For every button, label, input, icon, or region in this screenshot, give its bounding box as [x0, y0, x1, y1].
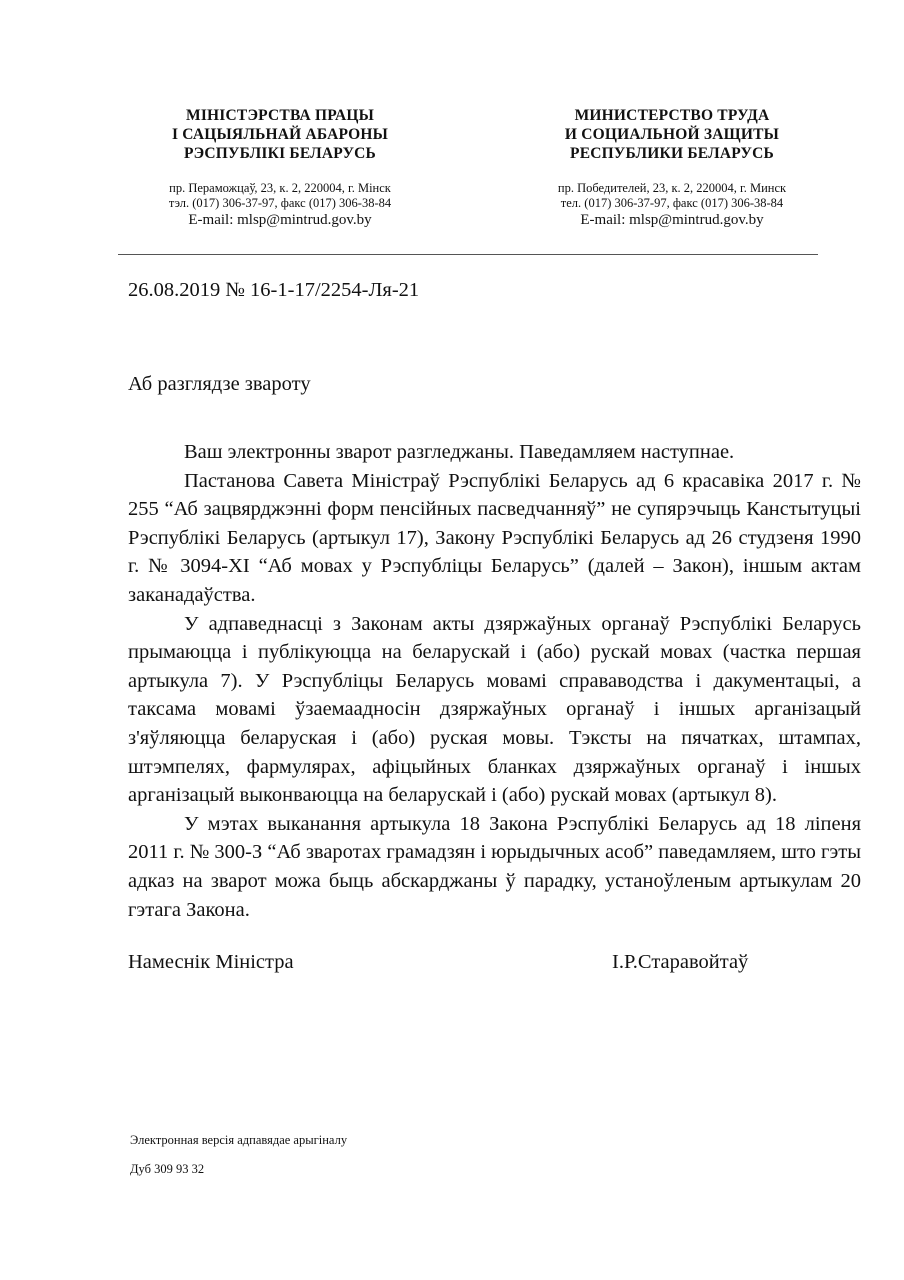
org-line: РЕСПУБЛИКИ БЕЛАРУСЬ: [570, 145, 774, 162]
org-name-by: [110, 106, 450, 163]
letterhead-belarusian: [110, 106, 450, 229]
paragraph: У адпаведнасці з Законам акты дзяржаўных органаў Рэспублікі Беларусь прымаюцца і публікуюцца на беларускай і (або) рускай мовах (частка першая артыкула 7). У Рэспубліцы Беларусь мовамі справаводства і дакументацыі, а таксама мовамі ўзаемаадносін дзяржаўных органаў і іншых арганізацый з'яўляюцца беларуская і (або) руская мовы. Тэксты на пячатках, штампах, штэмпелях, фармулярах, афіцыйных бланках дзяржаўных органаў і іншых арганізацый выконваюцца на беларускай і (або) рускай мовах (артыкул 8).: [128, 612, 861, 807]
letter-body: [128, 438, 861, 924]
footer-note: Электронная версія адпавядае арыгіналу: [130, 1133, 348, 1147]
paragraph: Ваш электронны зварот разгледжаны. Паведамляем наступнае.: [184, 441, 735, 463]
org-name-ru: [502, 106, 842, 163]
org-line: МИНИСТЕРСТВО ТРУДА: [574, 107, 770, 124]
paragraph: Пастанова Савета Міністраў Рэспублікі Беларусь ад 6 красавіка 2017 г. № 255 “Аб зацвярджэнні форм пенсійных пасведчанняў” не супярэчыць Канстытуцыі Рэспублікі Беларусь (артыкул 17), Закону Рэспублікі Беларусь ад 26 студзеня 1990 г. № 3094-XI “Аб мовах у Рэспубліцы Беларусь” (далей – Закон), іншым актам заканадаўства.: [128, 469, 861, 606]
signatory-title: Намеснік Міністра: [128, 951, 294, 973]
org-line: МІНІСТЭРСТВА ПРАЦЫ: [185, 107, 375, 124]
phone-fax: тел. (017) 306-37-97, факс (017) 306-38-84: [560, 196, 784, 210]
address: пр. Победителей, 23, к. 2, 220004, г. Минск: [557, 181, 787, 195]
letterhead-russian: [502, 106, 842, 229]
letter-subject: Аб разглядзе звароту: [128, 373, 311, 395]
org-line: І САЦЫЯЛЬНАЙ АБАРОНЫ: [171, 126, 389, 143]
address-block-by: [110, 181, 450, 211]
address-block-ru: [502, 181, 842, 211]
email: E-mail: mlsp@mintrud.gov.by: [188, 212, 372, 228]
org-line: РЭСПУБЛІКІ БЕЛАРУСЬ: [183, 145, 377, 162]
header-divider: [118, 254, 818, 255]
email: E-mail: mlsp@mintrud.gov.by: [580, 212, 764, 228]
footer-code: Дуб 309 93 32: [130, 1162, 205, 1176]
paragraph: У мэтах выканання артыкула 18 Закона Рэспублікі Беларусь ад 18 ліпеня 2011 г. № 300-З “Аб зваротах грамадзян і юрыдычных асоб” паведамляем, што гэты адказ на зварот можа быць абскарджаны ў парадку, устаноўленым артыкулам 20 гэтага Закона.: [128, 812, 861, 921]
reference-number: 26.08.2019 № 16-1-17/2254-Ля-21: [128, 279, 420, 301]
phone-fax: тэл. (017) 306-37-97, факс (017) 306-38-84: [168, 196, 392, 210]
address: пр. Пераможцаў, 23, к. 2, 220004, г. Мінск: [169, 181, 391, 195]
org-line: И СОЦИАЛЬНОЙ ЗАЩИТЫ: [564, 126, 780, 143]
signatory-name: І.Р.Старавойтаў: [612, 951, 749, 973]
